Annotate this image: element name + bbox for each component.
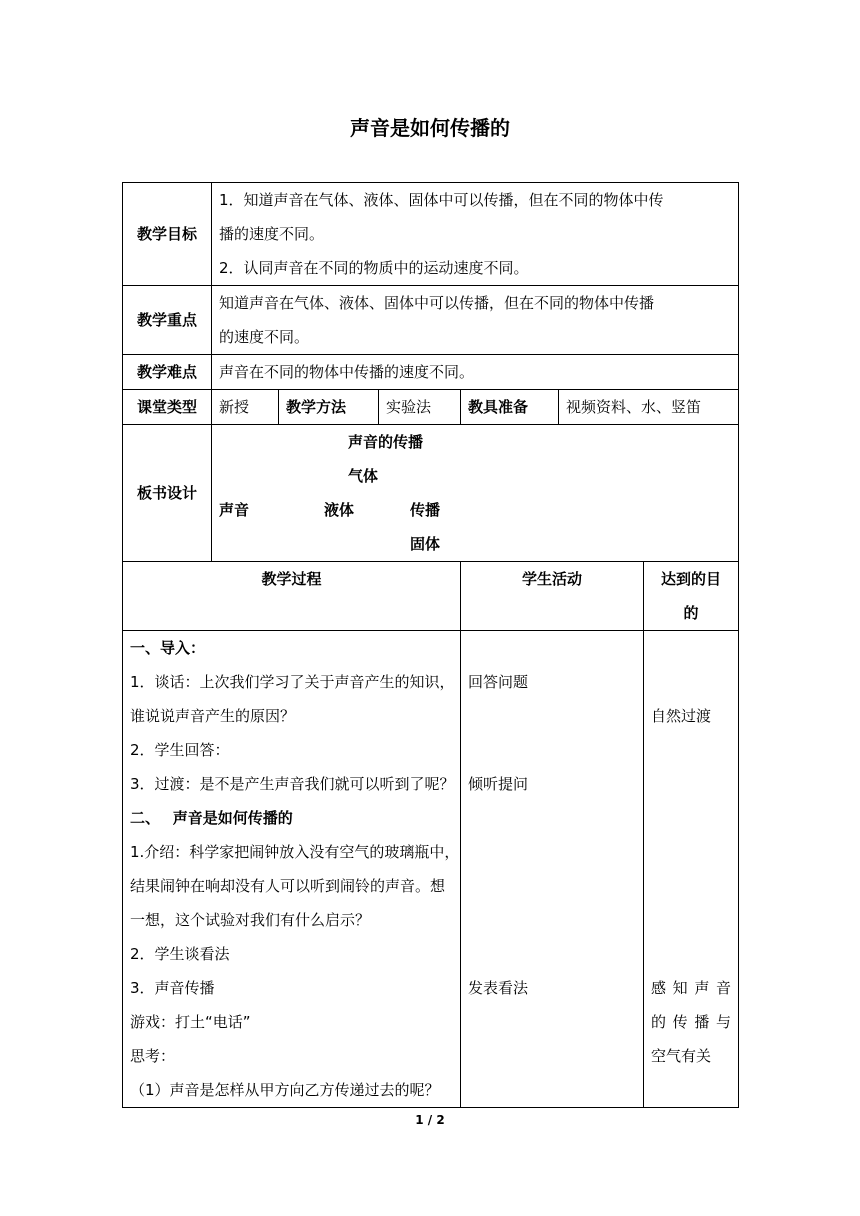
process-line: 游戏：打土“电话” xyxy=(130,1013,251,1031)
objectives-line: 2．认同声音在不同的物质中的运动速度不同。 xyxy=(219,259,529,277)
goal-perceive-line: 的传播与 xyxy=(651,1013,731,1031)
board-heading: 声音的传播 xyxy=(348,433,424,451)
objectives-row xyxy=(123,183,739,286)
objectives-label: 教学目标 xyxy=(123,183,212,286)
process-body-row xyxy=(123,631,739,1108)
goal-header-line: 的 xyxy=(683,604,699,622)
objectives-line: 1．知道声音在气体、液体、固体中可以传播，但在不同的物体中传 xyxy=(219,191,664,209)
key-points-line: 知道声音在气体、液体、固体中可以传播，但在不同的物体中传播 xyxy=(219,294,655,312)
difficulty-content: 声音在不同的物体中传播的速度不同。 xyxy=(212,355,739,390)
goal-perceive-line: 空气有关 xyxy=(651,1047,712,1065)
goal-header xyxy=(644,562,739,631)
process-content xyxy=(123,631,461,1108)
key-points-content xyxy=(212,286,739,355)
teaching-tools-value: 视频资料、水、竖笛 xyxy=(559,390,739,425)
page-title: 声音是如何传播的 xyxy=(350,116,510,140)
student-answer: 回答问题 xyxy=(468,673,529,691)
board-design-row xyxy=(123,425,739,562)
key-points-row xyxy=(123,286,739,355)
process-line: 一想，这个试验对我们有什么启示？ xyxy=(130,911,371,929)
goal-header-line: 达到的目 xyxy=(661,570,722,588)
board-gas: 气体 xyxy=(348,467,379,485)
process-line: 一、导入： xyxy=(130,639,206,657)
class-info-row xyxy=(123,390,739,425)
student-express: 发表看法 xyxy=(468,979,529,997)
page-number: 1 / 2 xyxy=(415,1113,445,1127)
goal-content xyxy=(644,631,739,1108)
process-line: 2．学生回答： xyxy=(130,741,230,759)
process-line: 结果闹钟在响却没有人可以听到闹铃的声音。想 xyxy=(130,877,446,895)
process-header: 教学过程 xyxy=(123,562,461,631)
process-line: 1.介绍：科学家把闹钟放入没有空气的玻璃瓶中， xyxy=(130,843,460,861)
board-sound: 声音 xyxy=(219,501,250,519)
board-solid: 固体 xyxy=(410,535,441,553)
key-points-label: 教学重点 xyxy=(123,286,212,355)
process-line: 谁说说声音产生的原因？ xyxy=(130,707,296,725)
board-design-content xyxy=(212,425,739,562)
student-listen: 倾听提问 xyxy=(468,775,529,793)
board-spread: 传播 xyxy=(410,501,441,519)
difficulty-row xyxy=(123,355,739,390)
process-line: 3．过渡：是不是产生声音我们就可以听到了呢？ xyxy=(130,775,455,793)
lesson-plan-table xyxy=(122,182,739,1108)
goal-transition: 自然过渡 xyxy=(651,707,712,725)
difficulty-label: 教学难点 xyxy=(123,355,212,390)
process-header-row xyxy=(123,562,739,631)
teaching-tools-label: 教具准备 xyxy=(461,390,559,425)
process-line: 二、 声音是如何传播的 xyxy=(130,809,293,827)
key-points-line: 的速度不同。 xyxy=(219,328,310,346)
board-liquid: 液体 xyxy=(324,501,355,519)
process-line: 3．声音传播 xyxy=(130,979,215,997)
teaching-method-label: 教学方法 xyxy=(279,390,379,425)
board-design-label: 板书设计 xyxy=(123,425,212,562)
class-type-value: 新授 xyxy=(212,390,279,425)
process-line: 思考： xyxy=(130,1047,176,1065)
objectives-content xyxy=(212,183,739,286)
objectives-line: 播的速度不同。 xyxy=(219,225,325,243)
process-line: 1．谈话：上次我们学习了关于声音产生的知识， xyxy=(130,673,455,691)
student-activity-content xyxy=(461,631,644,1108)
student-activity-header: 学生活动 xyxy=(461,562,644,631)
process-line: 2．学生谈看法 xyxy=(130,945,230,963)
goal-perceive-line: 感知声音 xyxy=(651,979,731,997)
process-line: （1）声音是怎样从甲方向乙方传递过去的呢？ xyxy=(130,1081,440,1099)
class-type-label: 课堂类型 xyxy=(123,390,212,425)
teaching-method-value: 实验法 xyxy=(379,390,461,425)
